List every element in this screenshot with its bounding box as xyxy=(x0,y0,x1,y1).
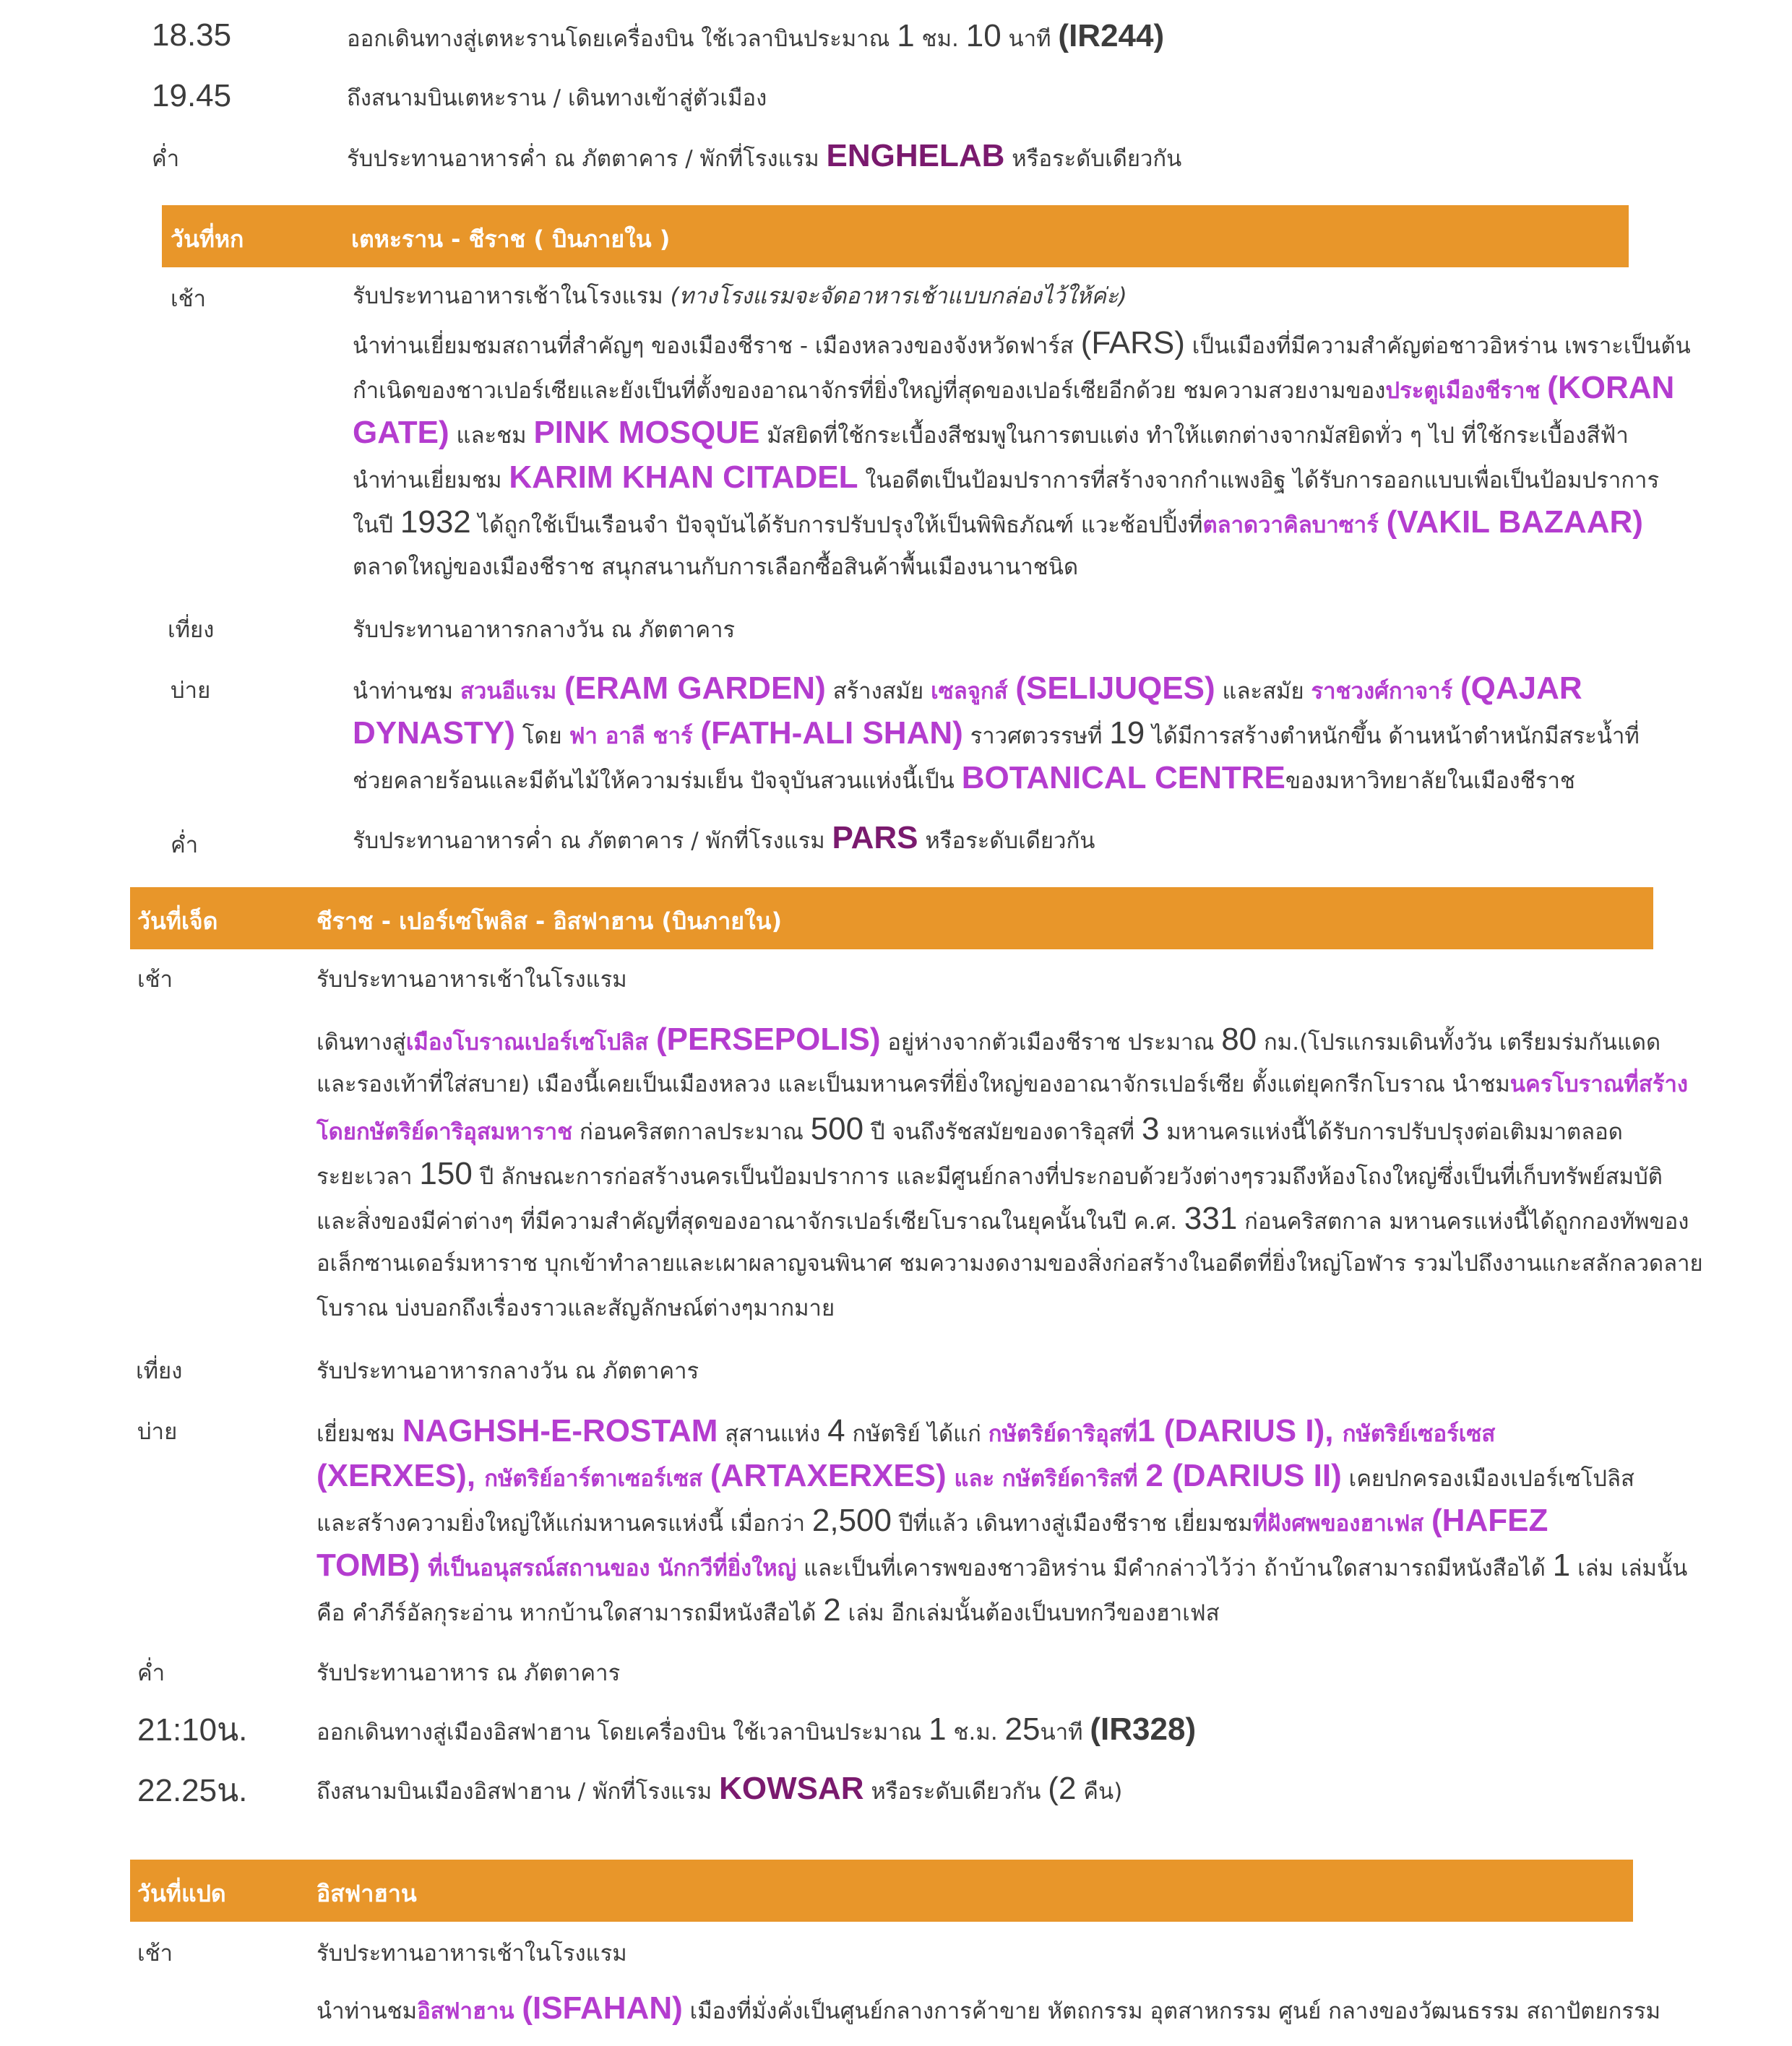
day6-paragraph: นำท่านเยี่ยมชมสถานที่สำคัญๆ ของเมืองชีราช - เมืองหลวงของจังหวัดฟาร์ส (FARS) เป็นเมืองที่มีความสำคัญต่อชาวอิหร่าน เพราะเป็นต้น กำเนิดของชาวเปอร์เซียและยังเป็นที่ตั้งของอาณาจักรที่ยิ่งใหญ่ที่สุดของเปอร์เซียอีกด้วย ชมความสวยงามของประตูเมืองชีราช (KORAN GATE) และชม PINK MOSQUE มัสยิดที่ใช้กระเบื้องสีชมพูในการตบแต่ง ทำให้แตกต่างจากมัสยิดทั่ว ๆ ไป ที่ใช้กระเบื้องสีฟ้า นำท่านเยี่ยมชม KARIM KHAN CITADEL ในอดีตเป็นป้อมปราการที่สร้างจากกำแพงอิฐ ได้รับการออกแบบเพื่อเป็นป้อมปราการ ในปี 1932 ได้ถูกใช้เป็นเรือนจำ ปัจจุบันได้รับการปรับปรุงให้เป็นพิพิธภัณฑ์ แวะช้อปปิ้งที่ตลาดวาคิลบาซาร์ (VAKIL BAZAAR) ตลาดใหญ่ของเมืองชีราช สนุกสนานกับการเลือกซื้อสินค้าพื้นเมืองนานาชนิด xyxy=(353,325,1691,580)
hotel-name: PARS xyxy=(832,820,918,855)
flight-code: (IR244) xyxy=(1058,18,1165,53)
pink-mosque: PINK MOSQUE xyxy=(533,415,760,450)
flight-code: (IR328) xyxy=(1090,1712,1197,1747)
day6-morning-label: เช้า xyxy=(171,286,207,312)
hotel-name: ENGHELAB xyxy=(826,138,1005,173)
day6-afternoon-label: บ่าย xyxy=(171,678,211,704)
top-row-1 xyxy=(152,17,231,53)
day7-morning-label: เช้า xyxy=(137,967,173,993)
day7-arrival-text: ถึงสนามบินเมืองอิสฟาฮาน / พักที่โรงแรม KOWSAR หรือระดับเดียวกัน (2 คืน) xyxy=(316,1771,1123,1806)
day7-afternoon-paragraph: เยี่ยมชม NAGHSH-E-ROSTAM สุสานแห่ง 4 กษัตริย์ ได้แก่ กษัตริย์ดาริอุสที่1 (DARIUS I), กษัตริย์เซอร์เซส (XERXES), กษัตริย์อาร์ตาเซอร์เซส (ARTAXERXES) และ กษัตริย์ดาริสที่ 2 (DARIUS II) เคยปกครองเมืองเปอร์เซโปลิส และสร้างความยิ่งใหญ่ให้แก่มหานครแห่งนี้ เมื่อกว่า 2,500 ปีที่แล้ว เดินทางสู่เมืองชีราช เยี่ยมชมที่ฝังศพของฮาเฟส (HAFEZ TOMB) ที่เป็นอนุสรณ์สถานของ นักกวีที่ยิ่งใหญ่ และเป็นที่เคารพของชาวอิหร่าน มีคำกล่าวไว้ว่า ถ้าบ้านใดสามารถมีหนังสือได้ 1 เล่ม เล่มนั้น คือ คำภีร์อัลกุระอ่าน หากบ้านใดสามารถมีหนังสือได้ 2 เล่ม อีกเล่มนั้นต้องเป็นบทกวีของฮาเฟส xyxy=(316,1413,1688,1628)
day6-noon-label: เที่ยง xyxy=(168,617,215,643)
time: 18.35 xyxy=(152,17,232,53)
day6-evening-label: ค่ำ xyxy=(171,832,199,858)
day7-arrival-time: 22.25น. xyxy=(137,1773,248,1808)
day8-header xyxy=(130,1860,1633,1922)
day6-evening-text: รับประทานอาหารค่ำ ณ ภัตตาคาร / พักที่โรงแรม PARS หรือระดับเดียวกัน xyxy=(353,820,1095,855)
day6-noon-text: รับประทานอาหารกลางวัน ณ ภัตตาคาร xyxy=(353,617,736,643)
day7-evening-text: รับประทานอาหาร ณ ภัตตาคาร xyxy=(316,1660,621,1686)
day7-flight-text: ออกเดินทางสู่เมืองอิสฟาฮาน โดยเครื่องบิน ใช้เวลาบินประมาณ 1 ช.ม. 25นาที (IR328) xyxy=(316,1712,1197,1747)
day7-noon-label: เที่ยง xyxy=(136,1358,183,1384)
day-title: เตหะราน - ชีราช ( บินภายใน ) xyxy=(351,225,671,253)
day-title: ชีราช - เปอร์เซโพลิส - อิสฟาฮาน (บินภายใน) xyxy=(316,907,783,935)
day7-afternoon-label: บ่าย xyxy=(137,1419,178,1445)
day8-paragraph: นำท่านชมอิสฟาฮาน (ISFAHAN) เมืองที่มั่งคั่งเป็นศูนย์กลางการค้าขาย หัตถกรรม อุตสาหกรรม ศูนย์ กลางของวัฒนธรรม สถาปัตยกรรม xyxy=(316,1990,1661,2026)
top-row-3-text: รับประทานอาหารค่ำ ณ ภัตตาคาร / พักที่โรงแรม ENGHELAB หรือระดับเดียวกัน xyxy=(347,138,1182,173)
top-row-2-text: ถึงสนามบินเตหะราน / เดินทางเข้าสู่ตัวเมือง xyxy=(347,85,767,111)
day7-noon-text: รับประทานอาหารกลางวัน ณ ภัตตาคาร xyxy=(316,1358,699,1384)
day7-header xyxy=(130,887,1653,949)
day6-header xyxy=(162,205,1629,267)
top-row-1-text: ออกเดินทางสู่เตหะรานโดยเครื่องบิน ใช้เวลาบินประมาณ 1 ชม. 10 นาที (IR244) xyxy=(347,18,1165,53)
day-label: วันที่เจ็ด xyxy=(137,907,218,935)
day-title: อิสฟาฮาน xyxy=(316,1880,417,1907)
day6-morning-line: รับประทานอาหารเช้าในโรงแรม (ทางโรงแรมจะจัดอาหารเช้าแบบกล่องไว้ให้ค่ะ) xyxy=(353,283,1127,309)
top-row-3: ค่ำ xyxy=(152,146,180,172)
day8-morning-label: เช้า xyxy=(137,1941,173,1967)
day7-morning-line: รับประทานอาหารเช้าในโรงแรม xyxy=(316,967,627,993)
day8-morning-line: รับประทานอาหารเช้าในโรงแรม xyxy=(316,1941,627,1967)
day7-paragraph: เดินทางสู่เมืองโบราณเปอร์เซโปลิส (PERSEPOLIS) อยู่ห่างจากตัวเมืองชีราช ประมาณ 80 กม.(โปรแกรมเดินทั้งวัน เตรียมร่มกันแดด และรองเท้าที่ใส่สบาย) เมืองนี้เคยเป็นเมืองหลวง และเป็นมหานครที่ยิ่งใหญ่ของอาณาจักรเปอร์เซีย ตั้งแต่ยุคกรีกโบราณ นำชมนครโบราณที่สร้าง โดยกษัตริย์ดาริอุสมหาราช ก่อนคริสตกาลประมาณ 500 ปี จนถึงรัชสมัยของดาริอุสที่ 3 มหานครแห่งนี้ได้รับการปรับปรุงต่อเติมมาตลอด ระยะเวลา 150 ปี ลักษณะการก่อสร้างนครเป็นป้อมปราการ และมีศูนย์กลางที่ประกอบด้วยวังต่างๆรวมถึงห้องโถงใหญ่ซึ่งเป็นที่เก็บทรัพย์สมบัติ และสิ่งของมีค่าต่างๆ ที่มีความสำคัญที่สุดของอาณาจักรเปอร์เซียโบราณในยุคนั้นในปี ค.ศ. 331 ก่อนคริสตกาล มหานครแห่งนี้ได้ถูกกองทัพของ อเล็กซานเดอร์มหาราช บุกเข้าทำลายและเผาผลาญจนพินาศ ชมความงดงามของสิ่งก่อสร้างในอดีตที่ยิ่งใหญ่โอฬาร รวมไปถึงงานแกะสลักลวดลาย โบราณ บ่งบอกถึงเรื่องราวและสัญลักษณ์ต่างๆมากมาย xyxy=(316,1022,1703,1321)
day7-flight-time: 21:10น. xyxy=(137,1712,248,1748)
day6-afternoon-paragraph: นำท่านชม สวนอีแรม (ERAM GARDEN) สร้างสมัย เซลจูกส์ (SELIJUQES) และสมัย ราชวงศ์กาจาร์ (QAJAR DYNASTY) โดย ฟา อาลี ชาร์ (FATH-ALI SHAN) ราวศตวรรษที่ 19 ได้มีการสร้างตำหนักขึ้น ด้านหน้าตำหนักมีสระน้ำที่ ช่วยคลายร้อนและมีต้นไม้ให้ความร่มเย็น ปัจจุบันสวนแห่งนี้เป็น BOTANICAL CENTREของมหาวิทยาลัยในเมืองชีราช xyxy=(353,670,1640,795)
day-label: วันที่แปด xyxy=(137,1880,226,1907)
day7-evening-label: ค่ำ xyxy=(137,1660,165,1686)
top-row-2: 19.45 xyxy=(152,78,232,113)
hotel-name: KOWSAR xyxy=(719,1771,864,1806)
day-label: วันที่หก xyxy=(171,225,244,253)
